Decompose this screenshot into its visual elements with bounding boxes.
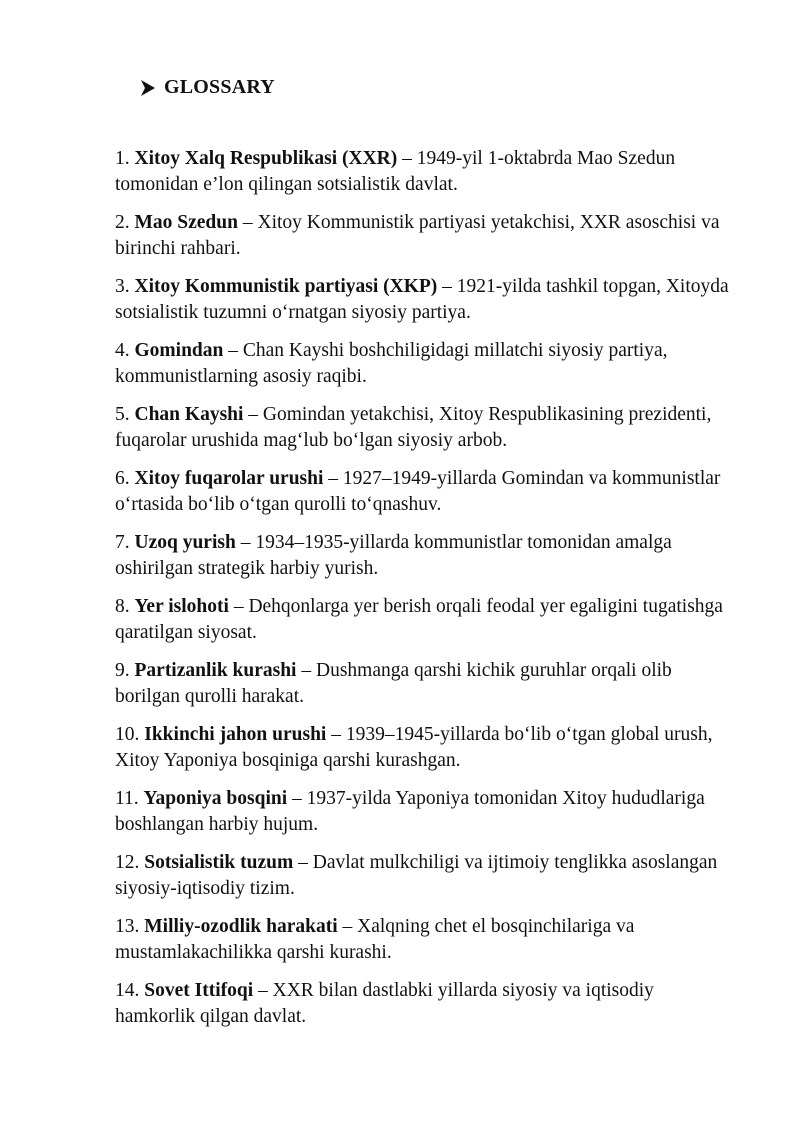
entry-term: Partizanlik kurashi (134, 660, 297, 681)
entry-separator: – (237, 212, 258, 233)
entry-number: 11. (115, 788, 139, 809)
glossary-entry (115, 850, 735, 902)
entry-separator: – (235, 532, 256, 553)
entry-definition: XXR bilan dastlabki yillarda siyosiy va iqtisodiy hamkorlik qilgan davlat. (115, 980, 654, 1027)
entry-separator: – (223, 340, 243, 361)
entry-number: 9. (115, 660, 130, 681)
entry-definition: Xitoy Kommunistik partiyasi yetakchisi, XXR asoschisi va birinchi rahbari. (115, 212, 720, 259)
glossary-list (115, 146, 735, 1042)
entry-definition: Xalqning chet el bosqinchilariga va mustamlakachilikka qarshi kurashi. (115, 916, 635, 963)
entry-term: Sovet Ittifoqi (144, 980, 254, 1001)
entry-definition: Dehqonlarga yer berish orqali feodal yer egaligini tugatishga qaratilgan siyosat. (115, 596, 723, 643)
entry-number: 13. (115, 916, 140, 937)
entry-separator: – (337, 916, 358, 937)
entry-number: 2. (115, 212, 130, 233)
entry-number: 10. (115, 724, 140, 745)
glossary-entry (115, 786, 735, 838)
entry-term: Uzoq yurish (134, 532, 236, 553)
entry-number: 12. (115, 852, 140, 873)
glossary-entry (115, 530, 735, 582)
entry-separator: – (397, 148, 417, 169)
entry-number: 5. (115, 404, 130, 425)
entry-number: 1. (115, 148, 130, 169)
glossary-entry (115, 146, 735, 198)
glossary-entry (115, 274, 735, 326)
entry-separator: – (287, 788, 307, 809)
entry-term: Chan Kayshi (134, 404, 244, 425)
glossary-entry (115, 722, 735, 774)
entry-number: 7. (115, 532, 130, 553)
glossary-entry (115, 402, 735, 454)
glossary-heading (140, 76, 275, 99)
entry-term: Milliy-ozodlik harakati (144, 916, 338, 937)
entry-term: Sotsialistik tuzum (144, 852, 294, 873)
entry-separator: – (296, 660, 316, 681)
glossary-entry (115, 210, 735, 262)
entry-term: Xitoy Kommunistik partiyasi (XKP) (134, 276, 438, 297)
entry-term: Gomindan (134, 340, 224, 361)
glossary-entry (115, 594, 735, 646)
glossary-entry (115, 466, 735, 518)
entry-definition: Gomindan yetakchisi, Xitoy Respublikasining prezidenti, fuqarolar urushida mag‘lub bo‘lgan siyosiy arbob. (115, 404, 712, 451)
entry-definition: Chan Kayshi boshchiligidagi millatchi siyosiy partiya, kommunistlarning asosiy raqibi. (115, 340, 668, 387)
glossary-entry (115, 338, 735, 390)
entry-definition: Davlat mulkchiligi va ijtimoiy tenglikka asoslangan siyosiy-iqtisodiy tizim. (115, 852, 718, 899)
entry-definition: 1937-yilda Yaponiya tomonidan Xitoy hududlariga boshlangan harbiy hujum. (115, 788, 705, 835)
arrowhead-bullet-icon (140, 79, 156, 97)
entry-definition: 1927–1949-yillarda Gomindan va kommunistlar o‘rtasida bo‘lib o‘tgan qurolli to‘qnashuv. (115, 468, 721, 515)
entry-term: Yer islohoti (134, 596, 229, 617)
entry-definition: Dushmanga qarshi kichik guruhlar orqali olib borilgan qurolli harakat. (115, 660, 672, 707)
entry-term: Xitoy Xalq Respublikasi (XXR) (134, 148, 398, 169)
entry-number: 8. (115, 596, 130, 617)
entry-separator: – (437, 276, 457, 297)
entry-separator: – (326, 724, 346, 745)
entry-term: Mao Szedun (134, 212, 238, 233)
entry-separator: – (323, 468, 343, 489)
entry-separator: – (293, 852, 313, 873)
entry-term: Ikkinchi jahon urushi (144, 724, 327, 745)
entry-separator: – (228, 596, 249, 617)
entry-definition: 1949-yil 1-oktabrda Mao Szedun tomonidan e’lon qilingan sotsialistik davlat. (115, 148, 676, 195)
entry-definition: 1934–1935-yillarda kommunistlar tomonidan amalga oshirilgan strategik harbiy yurish. (115, 532, 672, 579)
entry-definition: 1921-yilda tashkil topgan, Xitoyda sotsialistik tuzumni o‘rnatgan siyosiy partiya. (115, 276, 729, 323)
glossary-entry (115, 978, 735, 1030)
entry-term: Yaponiya bosqini (143, 788, 288, 809)
entry-definition: 1939–1945-yillarda bo‘lib o‘tgan global urush, Xitoy Yaponiya bosqiniga qarshi kurashgan. (115, 724, 713, 771)
glossary-entry (115, 914, 735, 966)
heading-text: GLOSSARY (164, 76, 275, 98)
entry-separator: – (243, 404, 263, 425)
entry-number: 6. (115, 468, 130, 489)
entry-number: 4. (115, 340, 130, 361)
entry-number: 14. (115, 980, 140, 1001)
entry-term: Xitoy fuqarolar urushi (134, 468, 324, 489)
entry-number: 3. (115, 276, 130, 297)
entry-separator: – (253, 980, 273, 1001)
glossary-entry (115, 658, 735, 710)
